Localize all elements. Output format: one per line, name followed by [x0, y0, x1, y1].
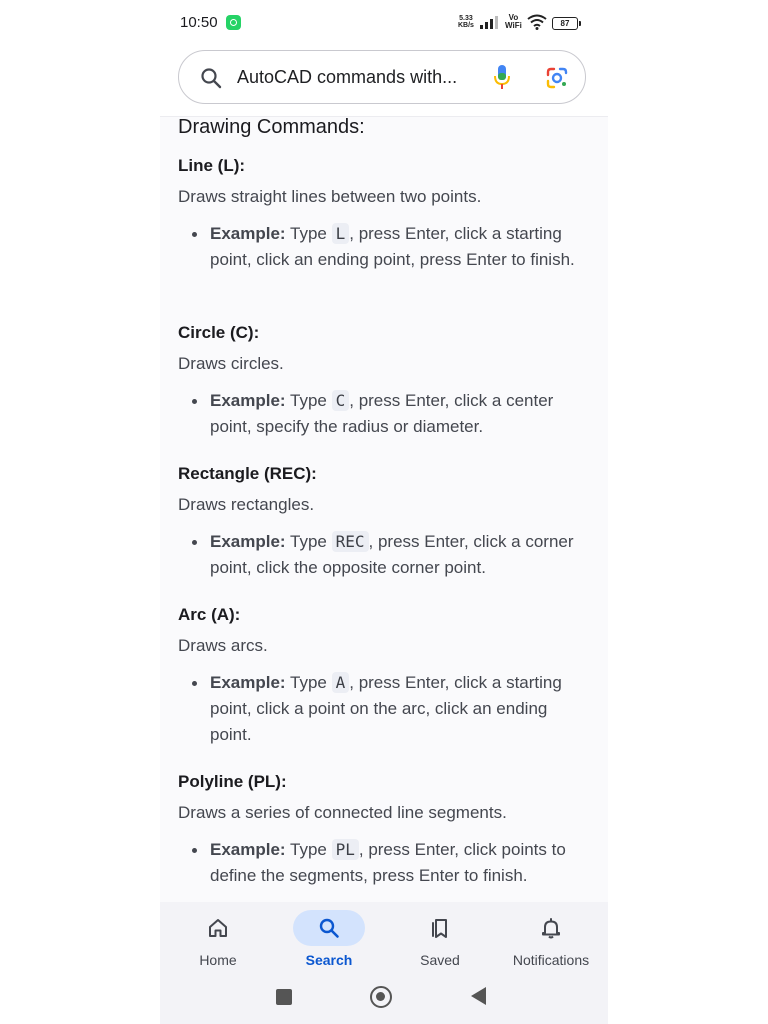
- network-speed-value: 5.33: [459, 15, 473, 22]
- command-description: Draws circles.: [178, 354, 284, 373]
- signal-icon: [480, 15, 502, 29]
- command-heading: Polyline (PL):: [178, 772, 287, 791]
- bookmark-icon: [428, 916, 452, 940]
- command-example: [210, 670, 590, 748]
- section-title: Drawing Commands:: [178, 116, 365, 138]
- system-navigation-bar: [160, 974, 608, 1024]
- bullet: [192, 848, 197, 853]
- command-example: [210, 837, 590, 889]
- wifi-label: WiFi: [505, 21, 522, 30]
- command-description: Draws straight lines between two points.: [178, 187, 482, 206]
- bullet: [192, 232, 197, 237]
- command-example: [210, 529, 590, 581]
- command-heading: Rectangle (REC):: [178, 464, 317, 483]
- bullet: [192, 681, 197, 686]
- network-speed-unit: KB/s: [458, 22, 474, 29]
- example-label: Example:: [210, 391, 286, 410]
- example-text: , press Enter, click a corner point, click the opposite corner point.: [210, 532, 574, 577]
- wifi-icon: [527, 14, 547, 30]
- search-header: [160, 44, 608, 117]
- network-speed: [458, 15, 474, 29]
- system-home-icon[interactable]: [370, 986, 392, 1008]
- command-code: A: [332, 672, 350, 693]
- example-prefix: Type: [290, 391, 327, 410]
- command-heading: Circle (C):: [178, 323, 260, 342]
- nav-label: Saved: [420, 952, 460, 968]
- command-code: L: [332, 223, 350, 244]
- status-bar: [160, 0, 608, 44]
- example-label: Example:: [210, 673, 286, 692]
- command-example: [210, 221, 590, 273]
- example-text: , press Enter, click points to define the segments, press Enter to finish.: [210, 840, 566, 885]
- search-icon[interactable]: [199, 66, 223, 90]
- status-time: 10:50: [180, 14, 218, 31]
- command-heading: Line (L):: [178, 156, 246, 175]
- vowifi-indicator: [505, 14, 522, 30]
- nav-search[interactable]: [271, 902, 381, 974]
- back-icon[interactable]: [471, 987, 486, 1005]
- battery-indicator: 87: [552, 17, 578, 30]
- example-text: , press Enter, click a center point, specify the radius or diameter.: [210, 391, 554, 436]
- example-prefix: Type: [290, 532, 327, 551]
- example-label: Example:: [210, 840, 286, 859]
- recents-icon[interactable]: [276, 989, 292, 1005]
- command-code: PL: [332, 839, 359, 860]
- google-lens-icon[interactable]: [545, 66, 569, 90]
- example-text: , press Enter, click a starting point, click a point on the arc, click an ending point.: [210, 673, 562, 744]
- nav-saved[interactable]: [382, 902, 492, 974]
- bullet: [192, 540, 197, 545]
- command-heading: Arc (A):: [178, 605, 241, 624]
- home-icon: [206, 916, 230, 940]
- nav-home[interactable]: [160, 902, 270, 974]
- bottom-navigation: [160, 902, 608, 974]
- bullet: [192, 399, 197, 404]
- example-prefix: Type: [290, 224, 327, 243]
- nav-notifications[interactable]: [493, 902, 603, 974]
- command-description: Draws arcs.: [178, 636, 268, 655]
- microphone-icon[interactable]: [493, 64, 511, 90]
- bell-icon: [539, 916, 563, 940]
- command-description: Draws rectangles.: [178, 495, 315, 514]
- nav-label: Home: [199, 952, 237, 968]
- command-example: [210, 388, 590, 440]
- command-code: REC: [332, 531, 369, 552]
- whatsapp-icon: [226, 15, 241, 30]
- nav-label: Search: [305, 952, 353, 968]
- search-icon: [317, 916, 341, 940]
- example-text: , press Enter, click a starting point, click an ending point, press Enter to finish.: [210, 224, 575, 269]
- example-label: Example:: [210, 224, 286, 243]
- example-label: Example:: [210, 532, 286, 551]
- example-prefix: Type: [290, 673, 327, 692]
- nav-label: Notifications: [512, 952, 590, 968]
- command-code: C: [332, 390, 350, 411]
- search-query[interactable]: AutoCAD commands with...: [237, 67, 458, 87]
- phone-screen: [160, 0, 608, 1024]
- search-bar[interactable]: [178, 50, 586, 104]
- command-description: Draws a series of connected line segments.: [178, 803, 507, 822]
- example-prefix: Type: [290, 840, 327, 859]
- vo-label: Vo: [508, 13, 519, 22]
